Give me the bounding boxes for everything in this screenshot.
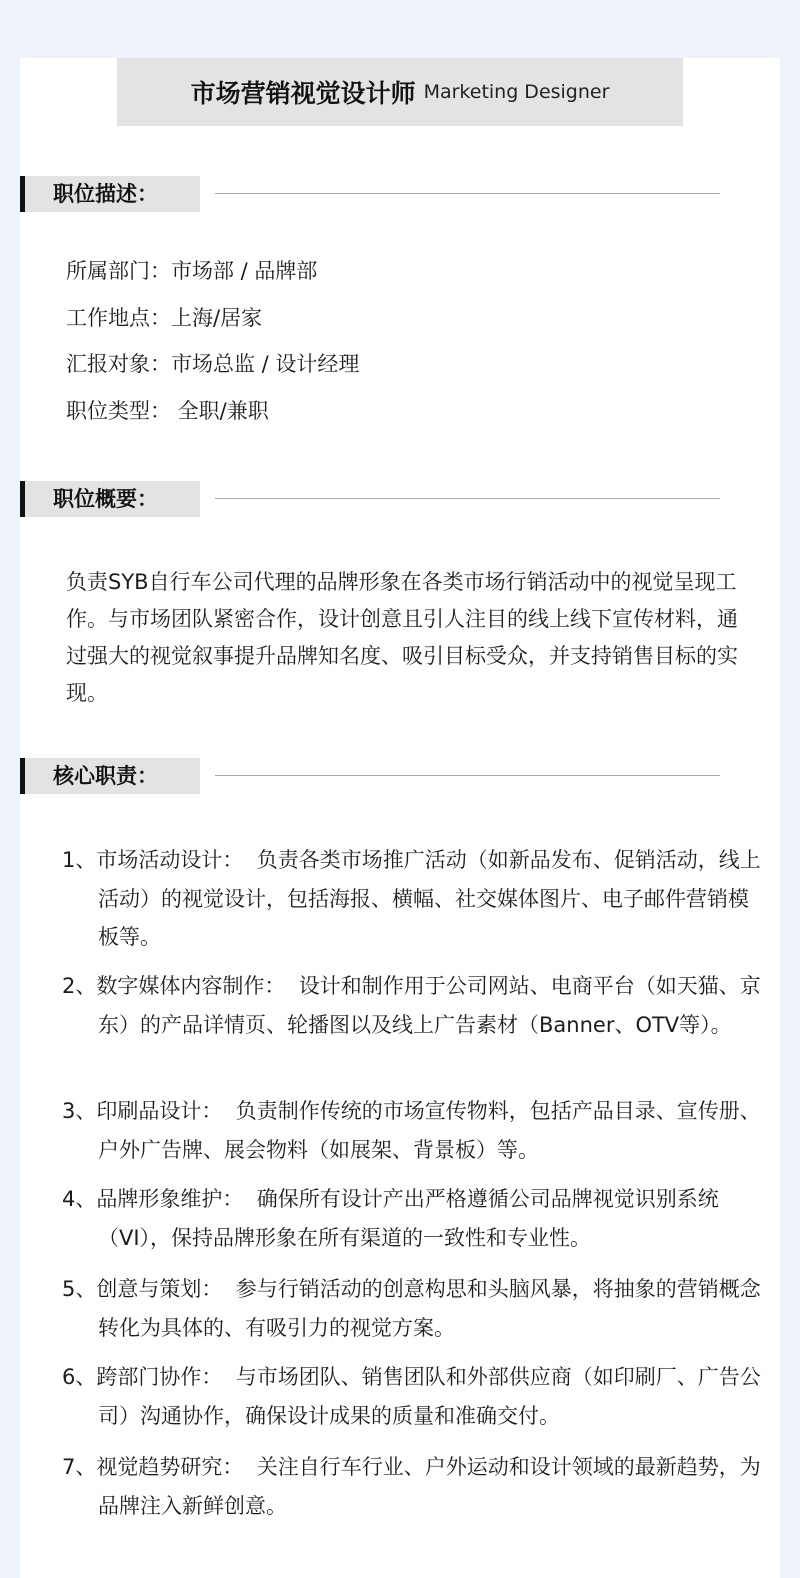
section-description-header: [20, 176, 780, 212]
section-divider: [215, 498, 720, 499]
info-label: 所属部门：: [66, 259, 171, 283]
info-reports-to: [66, 349, 359, 379]
info-value: 市场部 / 品牌部: [171, 259, 318, 283]
section-title: 核心职责：: [25, 758, 200, 794]
duty-title: 数字媒体内容制作：: [96, 974, 286, 998]
duty-title: 创意与策划：: [96, 1277, 223, 1301]
duty-title: 印刷品设计：: [96, 1099, 223, 1123]
section-title: 职位概要：: [25, 481, 200, 517]
section-divider: [215, 193, 720, 194]
info-label: 职位类型：: [66, 399, 171, 423]
info-value: 上海/居家: [171, 306, 263, 330]
info-department: [66, 256, 317, 286]
duty-text: 负责各类市场推广活动（如新品发布、促销活动，线上活动）的视觉设计，包括海报、横幅、社交媒体图片、电子邮件营销模板等。: [98, 848, 761, 949]
duty-item: [62, 1270, 762, 1347]
overview-paragraph: 负责SYB自行车公司代理的品牌形象在各类市场行销活动中的视觉呈现工作。与市场团队紧密合作，设计创意且引人注目的线上线下宣传材料，通过强大的视觉叙事提升品牌知名度、吸引目标受众，并支持销售目标的实现。: [66, 570, 738, 705]
duty-text: 负责制作传统的市场宣传物料，包括产品目录、宣传册、户外广告牌、展会物料（如展架、背景板）等。: [98, 1099, 761, 1162]
duty-number: 6、: [62, 1365, 97, 1389]
duty-text: 与市场团队、销售团队和外部供应商（如印刷厂、广告公司）沟通协作，确保设计成果的质量和准确交付。: [98, 1365, 761, 1428]
info-label: 汇报对象：: [66, 352, 171, 376]
duty-number: 1、: [62, 848, 97, 872]
duty-item: [62, 1448, 762, 1525]
duty-title: 跨部门协作：: [96, 1365, 223, 1389]
job-title-cn: 市场营销视觉设计师: [190, 79, 416, 108]
duty-title: 市场活动设计：: [96, 848, 244, 872]
section-overview-header: [20, 481, 780, 517]
info-label: 工作地点：: [66, 306, 171, 330]
section-divider: [215, 775, 720, 776]
duty-item: [62, 967, 762, 1044]
duty-title: 视觉趋势研究：: [96, 1455, 244, 1479]
section-duties-header: [20, 758, 780, 794]
duty-text: 参与行销活动的创意构思和头脑风暴，将抽象的营销概念转化为具体的、有吸引力的视觉方案。: [98, 1277, 761, 1340]
duty-text: 设计和制作用于公司网站、电商平台（如天猫、京东）的产品详情页、轮播图以及线上广告素材（Banner、OTV等）。: [98, 974, 761, 1037]
job-title-en: Marketing Designer: [423, 81, 610, 103]
duty-item: [62, 841, 762, 957]
duty-item: [62, 1180, 762, 1257]
duty-item: [62, 1358, 762, 1435]
duty-number: 2、: [62, 974, 97, 998]
duty-number: 5、: [62, 1277, 97, 1301]
info-location: [66, 303, 262, 333]
duty-text: 关注自行车行业、户外运动和设计领域的最新趋势，为品牌注入新鲜创意。: [98, 1455, 761, 1518]
info-value: 市场总监 / 设计经理: [171, 352, 360, 376]
duty-number: 3、: [62, 1099, 97, 1123]
duty-number: 7、: [62, 1455, 97, 1479]
title-banner: [117, 58, 683, 126]
duty-number: 4、: [62, 1187, 97, 1211]
info-value: 全职/兼职: [171, 399, 269, 423]
duty-item: [62, 1092, 762, 1169]
section-title: 职位描述：: [25, 176, 200, 212]
duty-text: 确保所有设计产出严格遵循公司品牌视觉识别系统（VI），保持品牌形象在所有渠道的一致性和专业性。: [98, 1187, 719, 1250]
job-card: [20, 58, 780, 1578]
info-job-type: [66, 396, 269, 426]
duty-title: 品牌形象维护：: [96, 1187, 244, 1211]
